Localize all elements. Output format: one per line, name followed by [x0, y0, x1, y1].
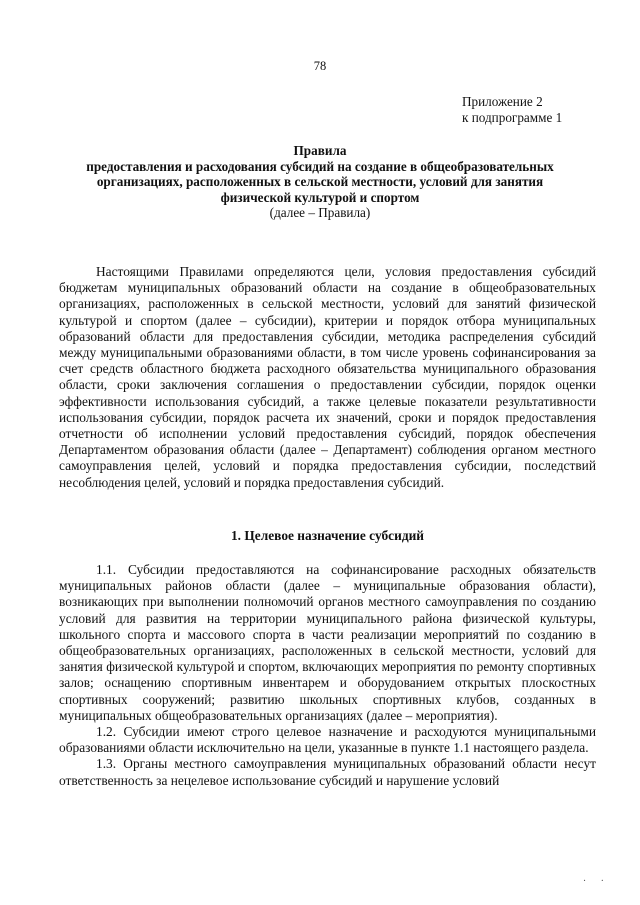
document-title — [40, 143, 600, 221]
section-1-paragraph-3: 1.3. Органы местного самоуправления муниципальных образований области несут ответственность за нецелевое использование субсидий и нарушение условий — [59, 756, 596, 788]
scan-specks: · · — [582, 876, 610, 887]
page-number: 78 — [313, 59, 327, 73]
title-line-3: организациях, расположенных в сельской местности, условий для занятия — [96, 174, 544, 190]
appendix-reference — [462, 94, 562, 126]
title-line-5: (далее – Правила) — [269, 205, 371, 221]
section-1-paragraph-2: 1.2. Субсидии имеют строго целевое назначение и расходуются муниципальными образованиями области исключительно на цели, указанные в пункте 1.1 настоящего раздела. — [59, 724, 596, 756]
appendix-line-2: к подпрограмме 1 — [462, 110, 563, 125]
title-line-2: предоставления и расходования субсидий на создание в общеобразовательных — [86, 158, 554, 174]
section-1-body — [59, 562, 596, 789]
section-1-heading: 1. Целевое назначение субсидий — [230, 528, 425, 543]
appendix-line-1: Приложение 2 — [462, 94, 543, 109]
intro-paragraph: Настоящими Правилами определяются цели, условия предоставления субсидий бюджетам муниципальных образований области на создание в общеобразовательных организациях, расположенных в сельской местности, условий для занятий физической культурой и спортом (далее – субсидии), критерии и порядок отбора муниципальных образований области для предоставления субсидии, методика распределения субсидий между муниципальными образованиями области, в том числе уровень софинансирования за счет средств областного бюджета расходного обязательства муниципального образования области, сроки заключения соглашения о предоставлении субсидии, порядок оценки эффективности использования субсидий, а также целевые показатели результативности использования субсидии, порядок расчета их значений, сроки и порядок предоставления отчетности об исполнении условий предоставления субсидий, порядок обеспечения Департаментом образования области (далее – Департамент) соблюдения органом местного самоуправления целей, условий и порядка предоставления субсидии, последствий несоблюдения целей, условий и порядка предоставления субсидий. — [59, 264, 596, 490]
title-line-4: физической культурой и спортом — [220, 189, 420, 205]
section-1-paragraph-1: 1.1. Субсидии предоставляются на софинансирование расходных обязательств муниципальных районов области (далее – муниципальные образования области), возникающих при выполнении полномочий органов местного самоуправления по созданию условий для развития на территории муниципального района физической культуры, школьного спорта и массового спорта в части реализации мероприятий по созданию в общеобразовательных организациях, расположенных в сельской местности, условий для занятия физической культурой и спортом, включающих мероприятия по ремонту спортивных залов; оснащению спортивным инвентарем и оборудованием открытых плоскостных спортивных сооружений; развитию школьных спортивных клубов, созданных в муниципальных общеобразовательных организациях (далее – мероприятия). — [59, 562, 596, 723]
intro-section — [59, 264, 596, 491]
title-line-1: Правила — [293, 143, 347, 158]
